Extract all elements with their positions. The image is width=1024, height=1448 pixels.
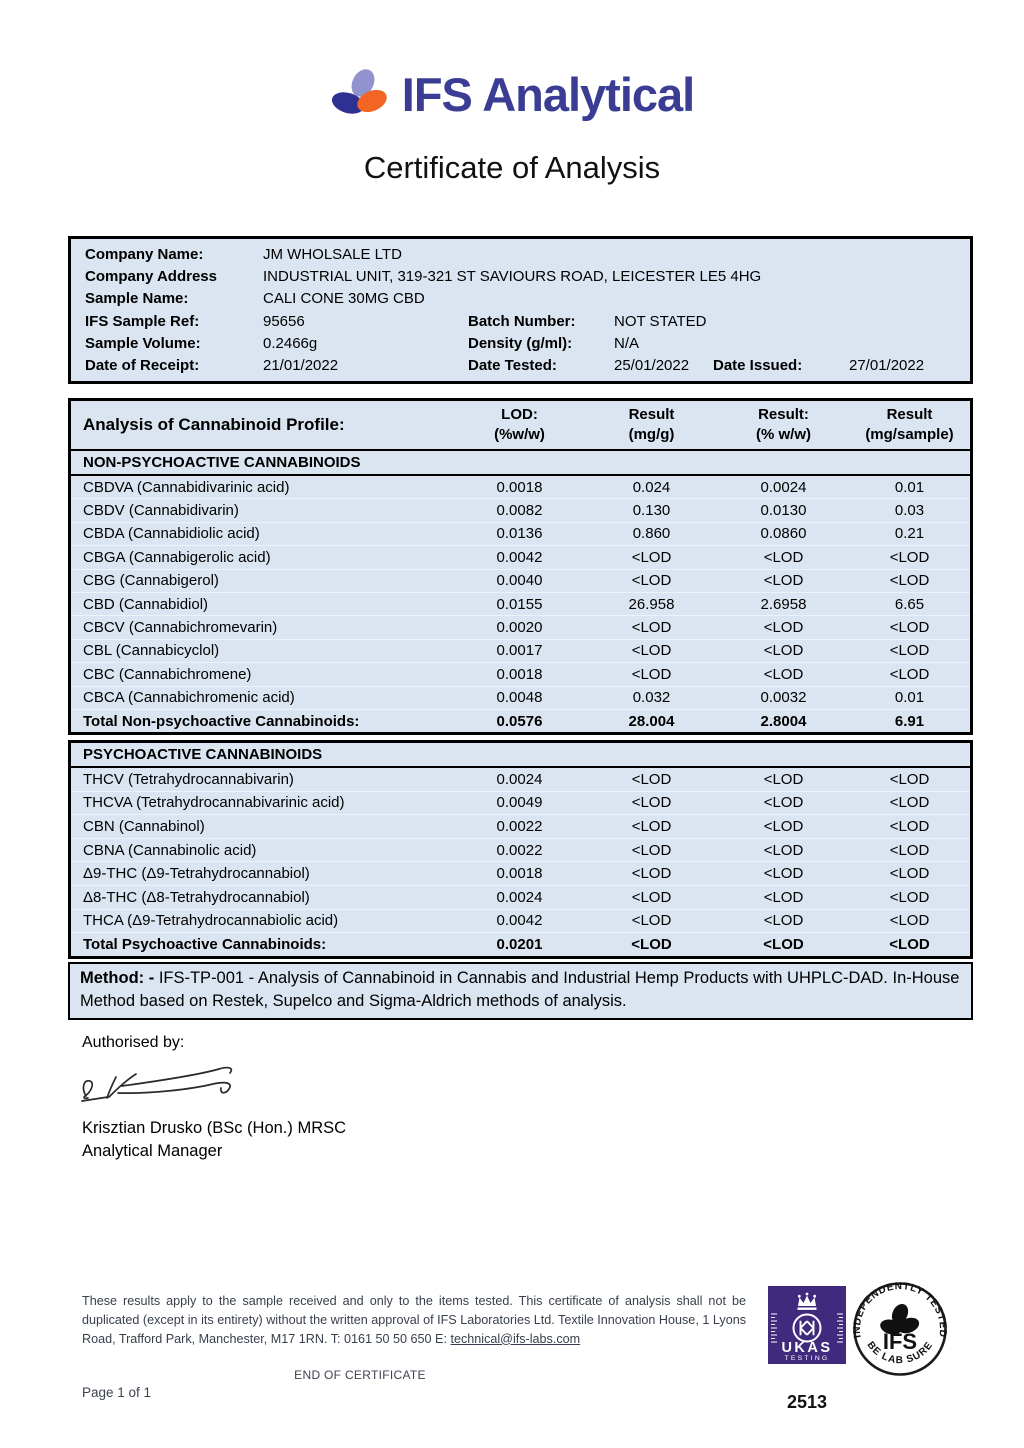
analyte-name: CBD (Cannabidiol) [83,595,209,613]
field-value: 25/01/2022 [614,357,690,375]
analyte-name: CBDA (Cannabidiolic acid) [83,525,260,543]
analyte-value: 2.8004 [760,712,807,730]
analyte-value: <LOD [631,619,672,637]
analyte-value: 0.0024 [760,478,807,496]
analyte-value: <LOD [631,572,672,590]
analyte-value: 6.91 [894,712,925,730]
analyte-value: 0.860 [632,525,671,543]
method-label: Method: - [80,969,155,987]
analyte-value: <LOD [889,642,930,660]
analyte-value: 2.6958 [760,595,807,613]
field-label: IFS Sample Ref: [85,312,200,330]
field-label: Company Address [85,267,217,285]
analyte-value: 0.01 [894,689,925,707]
page-number: Page 1 of 1 [82,1385,152,1400]
field-label: Company Name: [85,245,204,263]
analyte-value: <LOD [631,665,672,683]
analyte-value: <LOD [631,642,672,660]
badge-center-text: IFS [882,1329,918,1354]
analyte-value: 6.65 [894,595,925,613]
analyte-name: CBCA (Cannabichromenic acid) [83,689,295,707]
table-header-row [71,401,970,451]
analyte-name: THCVA (Tetrahydrocannabivarinic acid) [83,794,345,812]
analyte-value: 0.0020 [496,619,543,637]
table-row [71,768,970,791]
field-label: Date Issued: [713,357,803,375]
analyte-name: CBG (Cannabigerol) [83,572,219,590]
email-link[interactable]: technical@ifs-labs.com [450,1331,581,1346]
analyte-name: CBGA (Cannabigerolic acid) [83,548,271,566]
analyte-value: 0.0860 [760,525,807,543]
brand-header [0,66,1024,122]
analyte-name: CBDVA (Cannabidivarinic acid) [83,478,290,496]
analyte-value: <LOD [889,888,930,906]
psychoactive-table [68,740,973,959]
analyte-value: <LOD [763,912,804,930]
analyte-value: 0.0042 [496,912,543,930]
document-title: Certificate of Analysis [363,150,661,185]
table-row [71,545,970,568]
analyte-value: 0.0024 [496,888,543,906]
table-row [71,522,970,545]
analyte-name: THCV (Tetrahydrocannabivarin) [83,770,294,788]
non-psychoactive-rows [71,476,970,732]
analyte-value: <LOD [631,770,672,788]
analyte-value: 0.0022 [496,841,543,859]
ifs-lab-badge [851,1280,949,1378]
authoriser-name: Krisztian Drusko (BSc (Hon.) MRSC [82,1119,347,1137]
table-row [71,861,970,885]
analyte-value: <LOD [763,817,804,835]
table-row [71,686,970,709]
analyte-name: CBC (Cannabichromene) [83,665,252,683]
analyte-value: 0.0130 [760,502,807,520]
analyte-name: THCA (Δ9-Tetrahydrocannabiolic acid) [83,912,339,930]
column-header-lod: LOD: (%w/w) [494,406,545,443]
analyte-value: 0.130 [632,502,671,520]
analyte-value: 0.0032 [760,689,807,707]
analyte-value: <LOD [889,619,930,637]
analyte-value: <LOD [763,935,804,953]
ukas-accreditation-number: 2513 [786,1392,828,1412]
table-row [71,838,970,862]
analyte-value: 28.004 [628,712,675,730]
analyte-value: <LOD [631,888,672,906]
analyte-name: Total Psychoactive Cannabinoids: [83,935,327,953]
analyte-value: 0.0082 [496,502,543,520]
ukas-sublabel: TESTING [784,1355,830,1362]
table-total-row [71,932,970,956]
badge-arc-top-text: INDEPENDENTLY TESTED [851,1281,949,1339]
analyte-value: 0.0136 [496,525,543,543]
analyte-value: 0.0017 [496,642,543,660]
analyte-value: <LOD [889,548,930,566]
field-value: 95656 [263,312,305,330]
cannabinoid-profile-table [68,398,973,735]
column-header-mg-g: Result (mg/g) [628,406,675,443]
analyte-value: 0.0018 [496,665,543,683]
authoriser-role: Analytical Manager [82,1142,223,1160]
company-info-row [85,310,970,332]
analyte-value: 0.0018 [496,478,543,496]
analyte-value: <LOD [763,888,804,906]
analyte-value: <LOD [763,794,804,812]
company-info-row [85,332,970,354]
analyte-value: 0.024 [632,478,671,496]
field-label: Date of Receipt: [85,357,200,375]
analyte-value: <LOD [631,935,672,953]
analyte-name: CBL (Cannabicyclol) [83,642,220,660]
analyte-value: <LOD [889,794,930,812]
analyte-name: Δ8-THC (Δ8-Tetrahydrocannabiol) [83,888,310,906]
badge-arc-bottom-text: BE LAB SURE [864,1339,936,1367]
analyte-value: 0.0201 [496,935,543,953]
company-info-row [85,354,970,376]
analyte-value: 0.0048 [496,689,543,707]
section-header-non-psychoactive: NON-PSYCHOACTIVE CANNABINOIDS [71,451,970,476]
field-value: INDUSTRIAL UNIT, 319-321 ST SAVIOURS ROAD, LEICESTER LE5 4HG [263,267,762,285]
field-label: Sample Name: [85,290,189,308]
analyte-value: <LOD [631,794,672,812]
company-info-row [85,288,970,310]
ifs-logo-icon [330,66,392,122]
analyte-value: <LOD [631,841,672,859]
ukas-testing-badge [768,1286,846,1366]
table-title: Analysis of Cannabinoid Profile: [83,415,345,434]
analyte-value: <LOD [763,841,804,859]
authorised-by-label: Authorised by: [82,1034,185,1051]
field-label: Sample Volume: [85,334,201,352]
table-row [71,476,970,498]
analyte-name: Total Non-psychoactive Cannabinoids: [83,712,360,730]
analyte-value: <LOD [889,817,930,835]
analyte-name: CBCV (Cannabichromevarin) [83,619,278,637]
analyte-value: <LOD [889,665,930,683]
table-total-row [71,709,970,732]
field-value: NOT STATED [614,312,707,330]
company-info-table [68,236,973,384]
table-row [71,885,970,909]
company-info-row [85,243,970,265]
analyte-value: 0.0022 [496,817,543,835]
analyte-value: 0.0040 [496,572,543,590]
field-value: 21/01/2022 [263,357,339,375]
company-info-row [85,265,970,287]
field-label: Density (g/ml): [468,334,573,352]
analyte-value: 0.0576 [496,712,543,730]
table-row [71,498,970,521]
analyte-value: <LOD [763,548,804,566]
analyte-value: 0.032 [632,689,671,707]
signature-image [76,1056,256,1112]
analyte-value: <LOD [631,865,672,883]
analyte-value: 0.0042 [496,548,543,566]
analyte-name: CBNA (Cannabinolic acid) [83,841,257,859]
analyte-value: <LOD [889,935,930,953]
table-row [71,615,970,638]
table-row [71,909,970,933]
field-value: CALI CONE 30MG CBD [263,290,425,308]
disclaimer-text: These results apply to the sample received and only to the items tested. This certificate of analysis shall not be duplicated (except in its entirety) without the written approval of IFS Laboratories Ltd. Textile Innovation House, 1 Lyons Road, Trafford Park, Manchester, M17 1RN. T: 0161 50 50 650 E: technical@ifs-labs.com [82,1294,746,1346]
analyte-value: <LOD [889,912,930,930]
field-value: N/A [614,334,640,352]
field-value: 27/01/2022 [849,357,925,375]
psychoactive-rows [71,768,970,956]
analyte-value: <LOD [763,619,804,637]
end-of-certificate-text: END OF CERTIFICATE [294,1368,426,1382]
analyte-value: 0.21 [894,525,925,543]
analyte-name: CBDV (Cannabidivarin) [83,502,239,520]
analyte-value: 0.0024 [496,770,543,788]
table-row [71,791,970,815]
analyte-value: <LOD [763,665,804,683]
ukas-label: UKAS [781,1340,833,1356]
analyte-name: Δ9-THC (Δ9-Tetrahydrocannabiol) [83,865,310,883]
analyte-value: <LOD [889,770,930,788]
method-box [68,962,973,1020]
field-label: Batch Number: [468,312,576,330]
analyte-value: <LOD [889,572,930,590]
analyte-value: 0.0155 [496,595,543,613]
analyte-value: 0.0049 [496,794,543,812]
analyte-value: <LOD [763,770,804,788]
analyte-value: <LOD [631,912,672,930]
table-row [71,814,970,838]
field-value: 0.2466g [263,334,318,352]
analyte-value: <LOD [631,817,672,835]
column-header-mg-sample: Result (mg/sample) [865,406,954,443]
table-row [71,592,970,615]
analyte-value: <LOD [889,865,930,883]
field-label: Date Tested: [468,357,557,375]
authoriser-block [82,1117,346,1163]
analyte-value: 26.958 [628,595,675,613]
analyte-value: <LOD [763,572,804,590]
analyte-value: <LOD [763,865,804,883]
field-value: JM WHOLSALE LTD [263,245,402,263]
table-row [71,662,970,685]
table-row [71,569,970,592]
analyte-name: CBN (Cannabinol) [83,817,205,835]
analyte-value: <LOD [889,841,930,859]
column-header-pct: Result: (% w/w) [756,406,811,443]
analyte-value: <LOD [763,642,804,660]
analyte-value: <LOD [631,548,672,566]
brand-name: IFS Analytical [401,67,695,121]
table-row [71,639,970,662]
analyte-value: 0.03 [894,502,925,520]
analyte-value: 0.01 [894,478,925,496]
analyte-value: 0.0018 [496,865,543,883]
method-text: IFS-TP-001 - Analysis of Cannabinoid in Cannabis and Industrial Hemp Products with UHPLC-DAD. In-House Method based on Restek, Supelco and Sigma-Aldrich methods of analysis. [80,969,960,1010]
section-header-psychoactive: PSYCHOACTIVE CANNABINOIDS [71,743,970,768]
